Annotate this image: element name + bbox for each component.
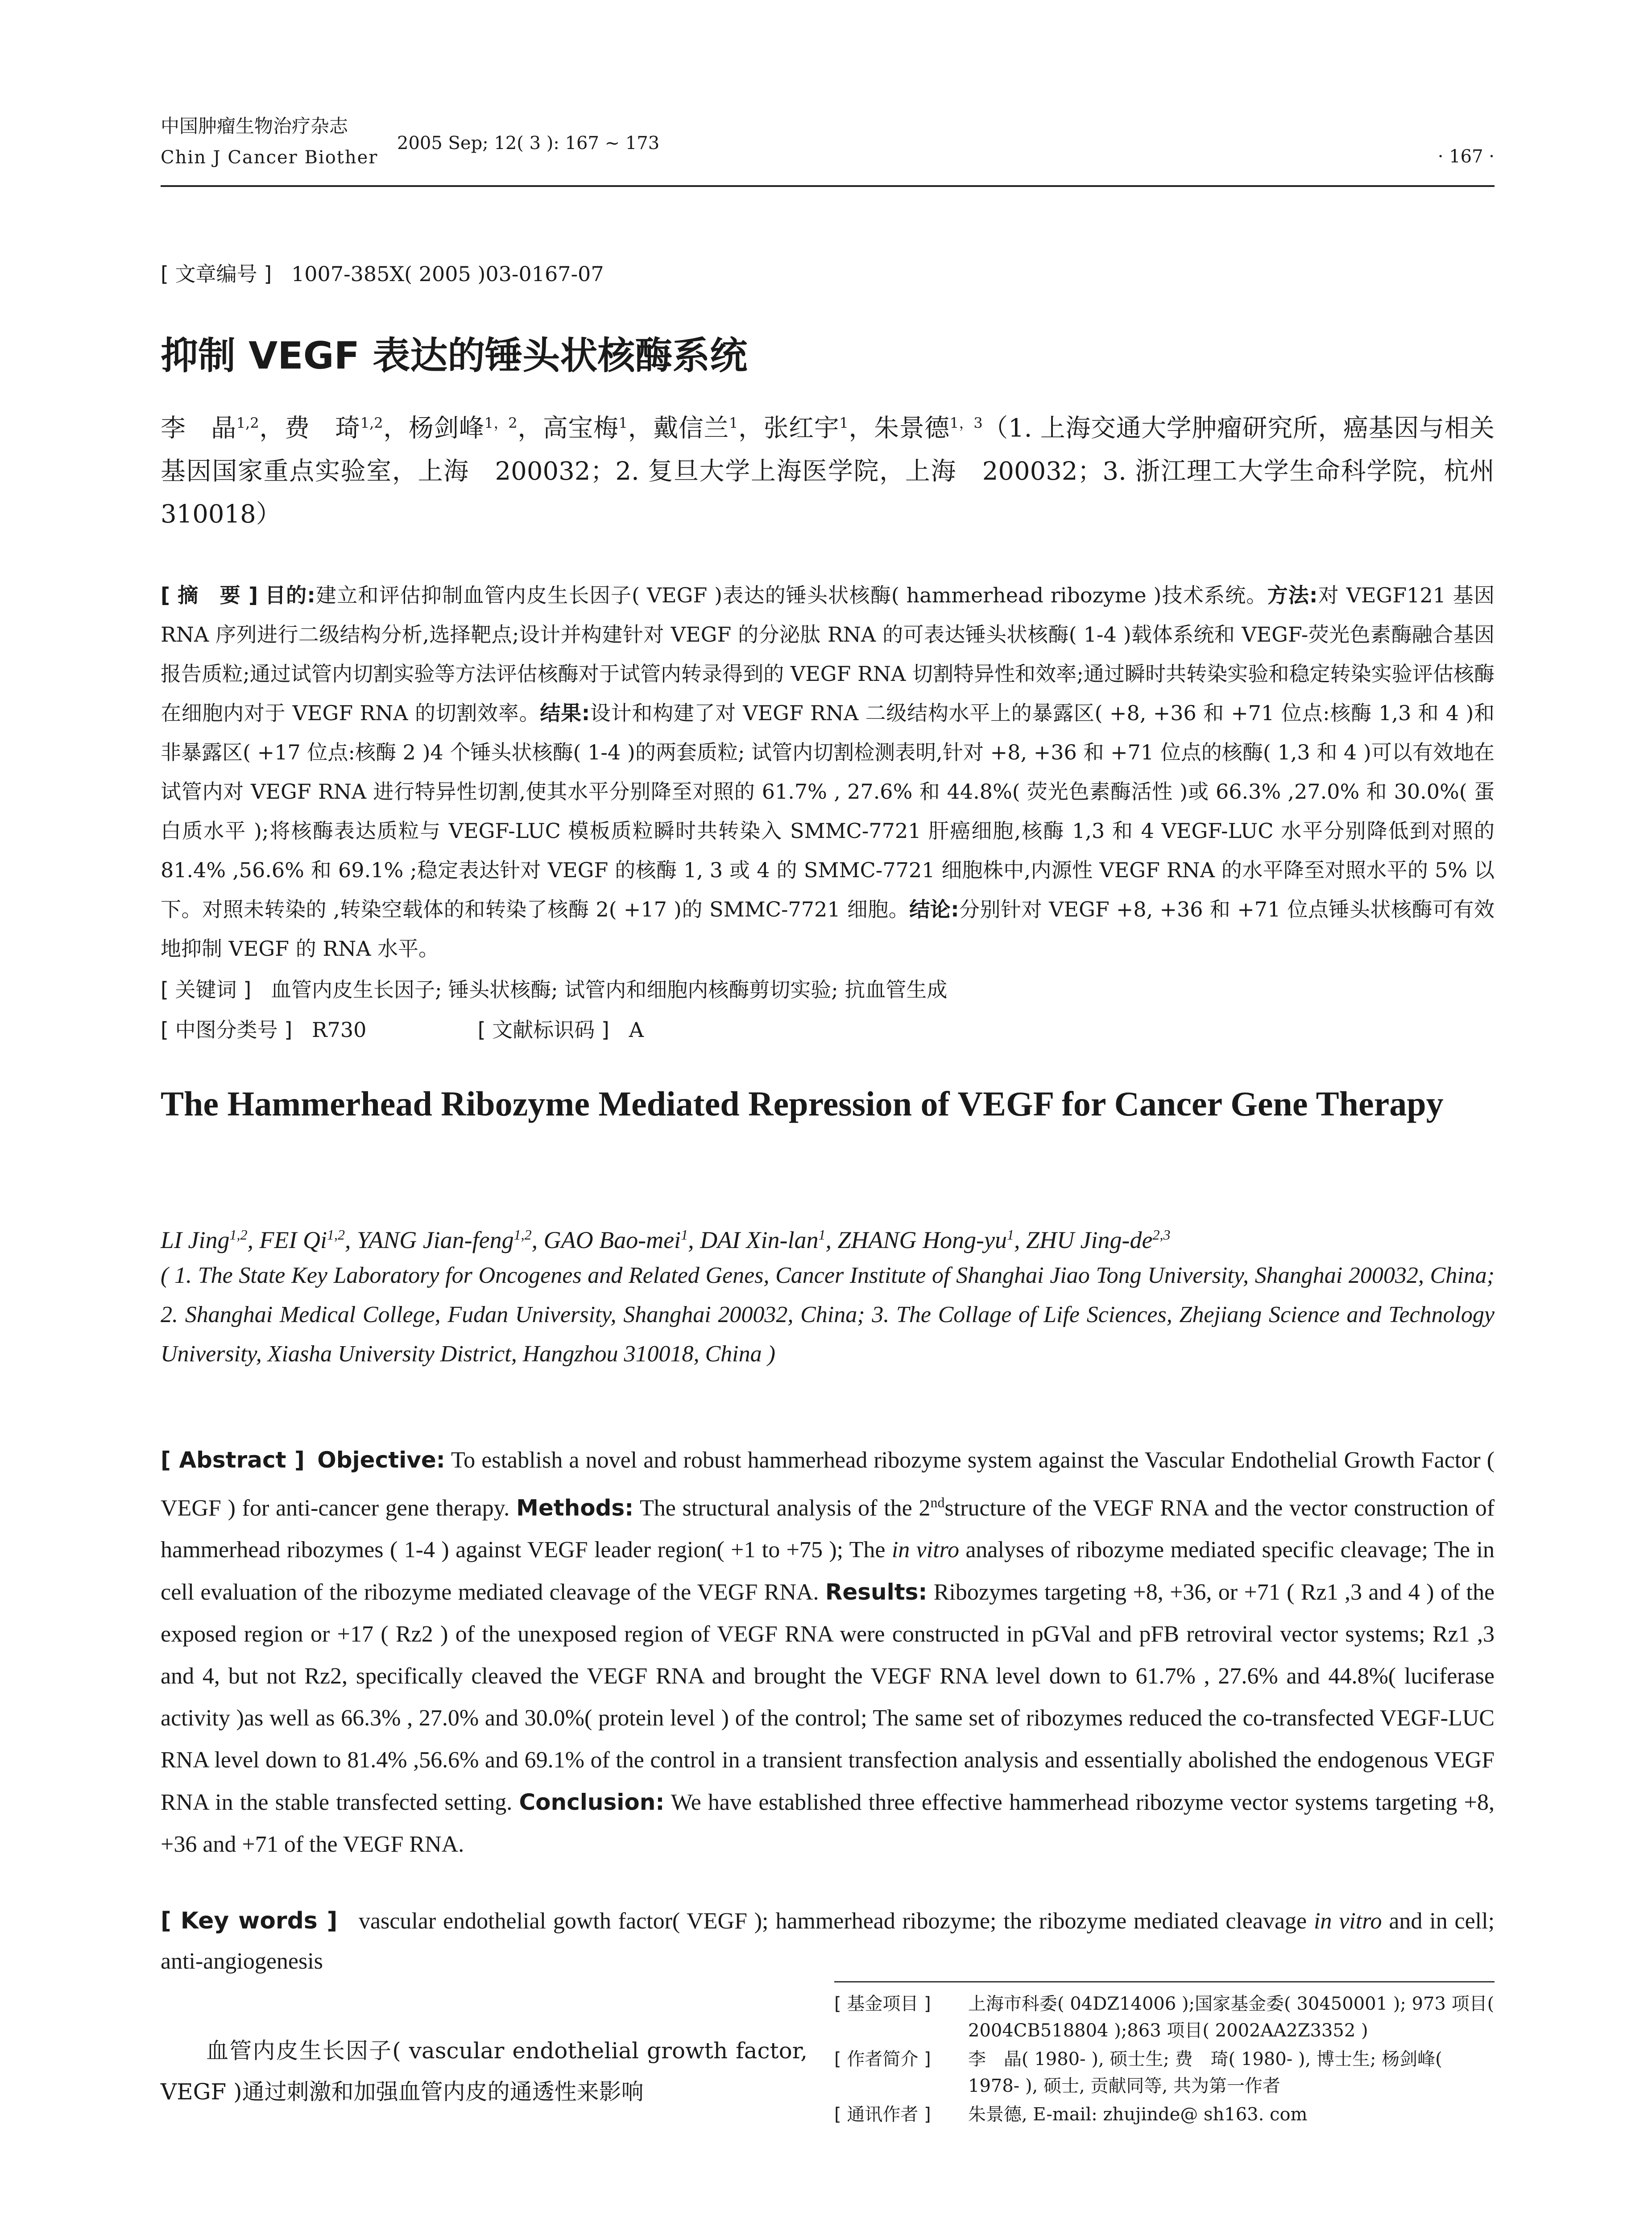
author-cn: ，戴信兰 xyxy=(627,414,729,443)
conclusion-label-en: Conclusion: xyxy=(519,1789,665,1816)
affiliations-cn: （1. 上海交通大学肿瘤研究所，癌基因与相关基因国家重点实验室，上海 200032；2. 复旦大学上海医学院，上海 200032；3. 浙江理工大学生命科学院，杭州 310018） xyxy=(161,414,1520,529)
keywords-en-a: vascular endothelial gowth factor( VEGF ); hammerhead ribozyme; the ribozyme mediated cleavage xyxy=(358,1908,1307,1934)
doc-code-value: A xyxy=(629,1018,644,1042)
author-en: , ZHU Jing-de xyxy=(1014,1227,1153,1253)
fund-value: 上海市科委( 04DZ14006 );国家基金委( 30450001 ); 973 项目( 2004CB518804 );863 项目( 2002AA2Z3352 ) xyxy=(968,1994,1495,2041)
keywords-cn xyxy=(161,972,1495,1008)
journal-issue: 2005 Sep; 12( 3 ): 167 ~ 173 xyxy=(397,133,660,153)
fund-label: [ 基金项目 ] xyxy=(834,1994,931,2014)
running-header xyxy=(161,112,1495,187)
doc-code-label: [ 文献标识码 ] xyxy=(477,1018,609,1042)
author-sup: 1 xyxy=(1007,1227,1014,1243)
article-number xyxy=(161,258,604,287)
authors-en xyxy=(161,1216,1495,1259)
author-en: , FEI Qi xyxy=(247,1227,327,1253)
author-en: , DAI Xin-lan xyxy=(688,1227,819,1253)
footnote-box xyxy=(834,1981,1495,2128)
author-cn: ，张红宇 xyxy=(738,414,840,443)
journal-name-en: Chin J Cancer Biother xyxy=(161,147,378,168)
body-paragraph: 血管内皮生长因子( vascular endothelial growth factor, VEGF )通过刺激和加强血管内皮的通透性来影响 xyxy=(161,2038,807,2105)
methods-sup: nd xyxy=(930,1494,945,1510)
author-en: , YANG Jian-feng xyxy=(344,1227,514,1253)
abstract-cn-label: [ 摘 要 ] xyxy=(161,583,258,607)
methods-en-italic: in vitro xyxy=(891,1537,959,1563)
author-en: , GAO Bao-mei xyxy=(531,1227,681,1253)
author-sup: 1,2 xyxy=(236,415,259,431)
article-number-value: 1007-385X( 2005 )03-0167-07 xyxy=(291,262,604,286)
footnote-fund xyxy=(834,1990,1495,2044)
methods-en-a: The structural analysis of the 2 xyxy=(640,1495,931,1521)
clc-value: R730 xyxy=(312,1018,367,1042)
article-number-label: [ 文章编号 ] xyxy=(161,262,272,286)
results-label-en: Results: xyxy=(825,1579,927,1605)
methods-label-en: Methods: xyxy=(516,1495,634,1521)
methods-en-c: analyses of ribozyme mediated specific cleavage; The in cell evaluation of the ribozyme mediated cleavage of the VEGF RNA. xyxy=(161,1537,1495,1605)
keywords-en xyxy=(161,1901,1495,1982)
methods-en-b: structure of the VEGF RNA and the vector construction of hammerhead ribozymes ( 1-4 ) against VEGF leader region( +1 to +75 ); The xyxy=(161,1495,1495,1563)
journal-name-cn: 中国肿瘤生物治疗杂志 xyxy=(161,115,348,137)
authors-cn xyxy=(161,402,1520,536)
author-sup: 1，2 xyxy=(484,415,518,431)
author-sup: 1 xyxy=(818,1227,826,1243)
bio-value: 李 晶( 1980- ), 硕士生; 费 琦( 1980- ), 博士生; 杨剑峰( 1978- ), 硕士, 贡献同等, 共为第一作者 xyxy=(968,2049,1442,2096)
classification xyxy=(161,1012,1495,1048)
author-sup: 1,2 xyxy=(327,1227,345,1243)
abstract-en xyxy=(161,1439,1495,1866)
author-sup: 1 xyxy=(618,415,628,431)
conclusion-label-cn: 结论: xyxy=(909,897,959,921)
author-cn: 李 晶 xyxy=(161,414,236,443)
methods-label-cn: 方法: xyxy=(1267,583,1318,607)
results-cn: 设计和构建了对 VEGF RNA 二级结构水平上的暴露区( +8, +36 和 +71 位点:核酶 1,3 和 4 )和非暴露区( +17 位点:核酶 2 )4 个锤头状核酶( 1-4 )的两套质粒; 试管内切割检测表明,针对 +8, +36 和 +71 位点的核酶( 1,3 和 4 )可以有效地在试管内对 VEGF RNA 进行特异性切割,使其水平分别降至对照的 61.7% , 27.6% 和 44.8%( 荧光色素酶活性 )或 66.3% ,27.0% 和 30.0%( 蛋白质水平 );将核酶表达质粒与 VEGF-LUC 模板质粒瞬时共转染入 SMMC-7721 肝癌细胞,核酶 1,3 和 4 VEGF-LUC 水平分别降低到对照的 81.4% ,56.6% 和 69.1% ;稳定表达针对 VEGF 的核酶 1, 3 或 4 的 SMMC-7721 细胞株中,内源性 VEGF RNA 的水平降至对照水平的 5% 以下。对照未转染的 ,转染空载体的和转染了核酶 2( +17 )的 SMMC-7721 细胞。 xyxy=(161,701,1495,921)
footnote-corresponding xyxy=(834,2101,1495,2128)
author-en: LI Jing xyxy=(161,1227,230,1253)
bio-label: [ 作者简介 ] xyxy=(834,2049,931,2069)
body-text-cn xyxy=(161,2030,807,2112)
title-en: The Hammerhead Ribozyme Mediated Repression of VEGF for Cancer Gene Therapy xyxy=(161,1084,1444,1123)
abstract-en-label: [ Abstract ] xyxy=(161,1447,305,1473)
corresponding-label: [ 通讯作者 ] xyxy=(834,2104,931,2125)
abstract-cn xyxy=(161,576,1495,968)
title-cn: 抑制 VEGF 表达的锤头状核酶系统 xyxy=(161,334,748,377)
corresponding-value: 朱景德, E-mail: zhujinde@ sh163. com xyxy=(968,2104,1308,2125)
clc-label: [ 中图分类号 ] xyxy=(161,1018,293,1042)
keywords-en-label: [ Key words ] xyxy=(161,1908,338,1934)
author-sup: 1 xyxy=(681,1227,688,1243)
author-cn: ，朱景德 xyxy=(848,414,950,443)
objective-en: To establish a novel and robust hammerhead ribozyme system against the Vascular Endothelial Growth Factor ( VEGF ) for anti-cancer gene therapy. xyxy=(161,1447,1495,1521)
objective-cn: 建立和评估抑制血管内皮生长因子( VEGF )表达的锤头状核酶( hammerhead ribozyme )技术系统。 xyxy=(315,583,1267,607)
methods-cn: 对 VEGF121 基因 RNA 序列进行二级结构分析,选择靶点;设计并构建针对 VEGF 的分泌肽 RNA 的可表达锤头状核酶( 1-4 )载体系统和 VEGF-荧光色素酶融合基因报告质粒;通过试管内切割实验等方法评估核酶对于试管内转录得到的 VEGF RNA 切割特异性和效率;通过瞬时共转染实验和稳定转染实验评估核酶在细胞内对于 VEGF RNA 的切割效率。 xyxy=(161,583,1495,725)
conclusion-en: We have established three effective hammerhead ribozyme vector systems targeting +8, +36 and +71 of the VEGF RNA. xyxy=(161,1790,1495,1858)
objective-label-cn: 目的: xyxy=(265,583,315,607)
results-label-cn: 结果: xyxy=(540,701,590,725)
author-sup: 1,2 xyxy=(513,1227,532,1243)
keywords-cn-label: [ 关键词 ] xyxy=(161,978,252,1002)
results-en: Ribozymes targeting +8, +36, or +71 ( Rz1 ,3 and 4 ) of the exposed region or +17 ( Rz2 ) of the unexposed region of VEGF RNA were constructed in pGVal and pFB retroviral vector systems; Rz1 ,3 and 4, but not Rz2, specifically cleaved the VEGF RNA and brought the VEGF RNA level down to 61.7% , 27.6% and 44.8%( luciferase activity )as well as 66.3% , 27.0% and 30.0%( protein level ) of the control; The same set of ribozymes reduced the co-transfected VEGF-LUC RNA level down to 81.4% ,56.6% and 69.1% of the control in a transient transfection analysis and essentially abolished the endogenous VEGF RNA in the stable transfected setting. xyxy=(161,1580,1495,1816)
author-sup: 1，3 xyxy=(949,415,983,431)
conclusion-cn: 分别针对 VEGF +8, +36 和 +71 位点锤头状核酶可有效地抑制 VEGF 的 RNA 水平。 xyxy=(161,897,1495,961)
author-sup: 1,2 xyxy=(229,1227,248,1243)
author-sup: 1 xyxy=(729,415,738,431)
keywords-en-italic: in vitro xyxy=(1313,1908,1382,1934)
objective-label-en: Objective: xyxy=(317,1447,445,1473)
author-cn: ，杨剑峰 xyxy=(383,414,484,443)
footnote-bio xyxy=(834,2046,1495,2099)
author-sup: 1 xyxy=(839,415,849,431)
keywords-en-b: and in cell; anti-angiogenesis xyxy=(161,1908,1495,1974)
author-sup: 1,2 xyxy=(360,415,383,431)
author-cn: ，费 琦 xyxy=(259,414,360,443)
author-cn: ，高宝梅 xyxy=(517,414,619,443)
keywords-cn-value: 血管内皮生长因子; 锤头状核酶; 试管内和细胞内核酶剪切实验; 抗血管生成 xyxy=(271,978,948,1002)
page-number: · 167 · xyxy=(1437,146,1495,167)
author-sup: 2,3 xyxy=(1152,1227,1171,1243)
affiliations-en: ( 1. The State Key Laboratory for Oncogenes and Related Genes, Cancer Institute of Shanghai Jiao Tong University, Shanghai 200032, China; 2. Shanghai Medical College, Fudan University, Shanghai 200032, China; 3. The Collage of Life Sciences, Zhejiang Science and Technology University, Xiasha University District, Hangzhou 310018, China ) xyxy=(161,1263,1495,1367)
author-en: , ZHANG Hong-yu xyxy=(825,1227,1007,1253)
